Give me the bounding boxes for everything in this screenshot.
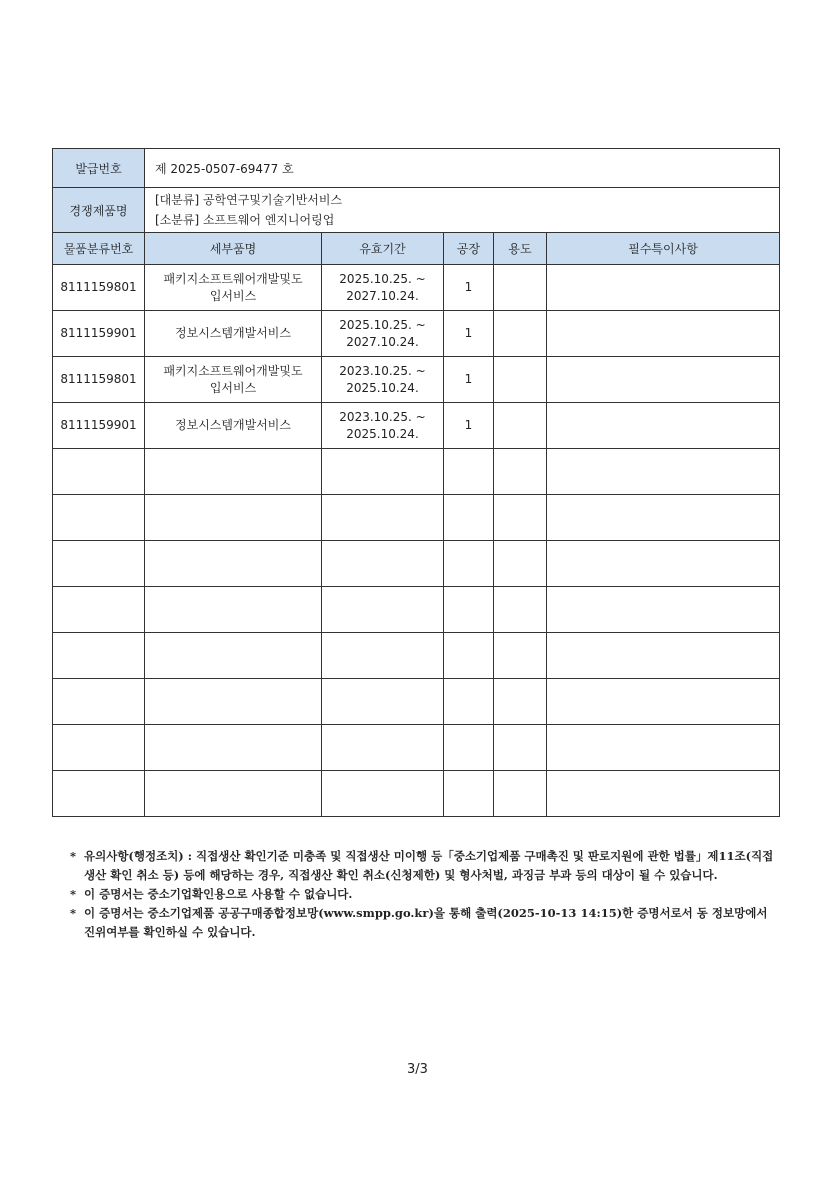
table-header-row — [53, 233, 780, 265]
validity-period: 2023.10.25. ~ 2025.10.24. — [322, 357, 444, 403]
notice-text: 이 증명서는 중소기업제품 공공구매종합정보망(www.smpp.go.kr)을 통해 출력(2025-10-13 14:15)한 증명서로서 동 정보망에서 진위여부를 확인하실 수 있습니다. — [84, 906, 768, 939]
table-row — [53, 403, 780, 449]
issue-number-row — [53, 149, 780, 188]
empty-table-row — [53, 541, 780, 587]
table-row — [53, 357, 780, 403]
table-row — [53, 311, 780, 357]
empty-table-row — [53, 633, 780, 679]
factory-count: 1 — [444, 311, 494, 357]
major-category: [대분류] 공학연구및기술기반서비스 — [155, 193, 343, 207]
empty-table-row — [53, 587, 780, 633]
usage — [494, 265, 547, 311]
header-classification-number: 물품분류번호 — [53, 233, 145, 265]
competitive-product-label: 경쟁제품명 — [53, 188, 145, 233]
notice-bullet: * — [70, 906, 77, 920]
validity-period: 2025.10.25. ~ 2027.10.24. — [322, 311, 444, 357]
factory-count: 1 — [444, 265, 494, 311]
factory-count: 1 — [444, 357, 494, 403]
empty-table-row — [53, 679, 780, 725]
validity-period: 2023.10.25. ~ 2025.10.24. — [322, 403, 444, 449]
factory-count: 1 — [444, 403, 494, 449]
notice-text: 이 증명서는 중소기업확인용으로 사용할 수 없습니다. — [84, 887, 353, 901]
minor-category: [소분류] 소프트웨어 엔지니어링업 — [155, 213, 335, 227]
header-validity-period: 유효기간 — [322, 233, 444, 265]
special-notes — [547, 311, 780, 357]
page-number: 3/3 — [407, 1062, 428, 1077]
special-notes — [547, 265, 780, 311]
empty-table-row — [53, 495, 780, 541]
notice-item — [70, 904, 782, 942]
header-factory: 공장 — [444, 233, 494, 265]
empty-table-row — [53, 771, 780, 817]
classification-number: 8111159901 — [53, 311, 145, 357]
usage — [494, 311, 547, 357]
classification-number: 8111159801 — [53, 265, 145, 311]
classification-number: 8111159801 — [53, 357, 145, 403]
product-name: 정보시스템개발서비스 — [145, 403, 322, 449]
certificate-table — [52, 148, 780, 817]
issue-number-value: 제 2025-0507-69477 호 — [145, 149, 780, 188]
product-name: 패키지소프트웨어개발및도입서비스 — [145, 357, 322, 403]
empty-table-row — [53, 449, 780, 495]
header-usage: 용도 — [494, 233, 547, 265]
competitive-product-row — [53, 188, 780, 233]
notice-section — [70, 847, 782, 942]
usage — [494, 403, 547, 449]
header-product-name: 세부품명 — [145, 233, 322, 265]
table-row — [53, 265, 780, 311]
empty-table-row — [53, 725, 780, 771]
issue-number-label: 발급번호 — [53, 149, 145, 188]
notice-item — [70, 885, 782, 904]
header-special-notes: 필수특이사항 — [547, 233, 780, 265]
notice-bullet: * — [70, 887, 77, 901]
usage — [494, 357, 547, 403]
competitive-product-value — [145, 188, 780, 233]
special-notes — [547, 403, 780, 449]
notice-text: 유의사항(행정조치) : 직접생산 확인기준 미충족 및 직접생산 미이행 등「중소기업제품 구매촉진 및 판로지원에 관한 법률」제11조(직접생산 확인 취소 등) 등에 해당하는 경우, 직접생산 확인 취소(신청제한) 및 형사처벌, 과징금 부과 등의 대상이 될 수 있습니다. — [84, 849, 774, 882]
validity-period: 2025.10.25. ~ 2027.10.24. — [322, 265, 444, 311]
notice-item — [70, 847, 782, 885]
notice-bullet: * — [70, 849, 77, 863]
special-notes — [547, 357, 780, 403]
product-name: 패키지소프트웨어개발및도입서비스 — [145, 265, 322, 311]
product-name: 정보시스템개발서비스 — [145, 311, 322, 357]
classification-number: 8111159901 — [53, 403, 145, 449]
